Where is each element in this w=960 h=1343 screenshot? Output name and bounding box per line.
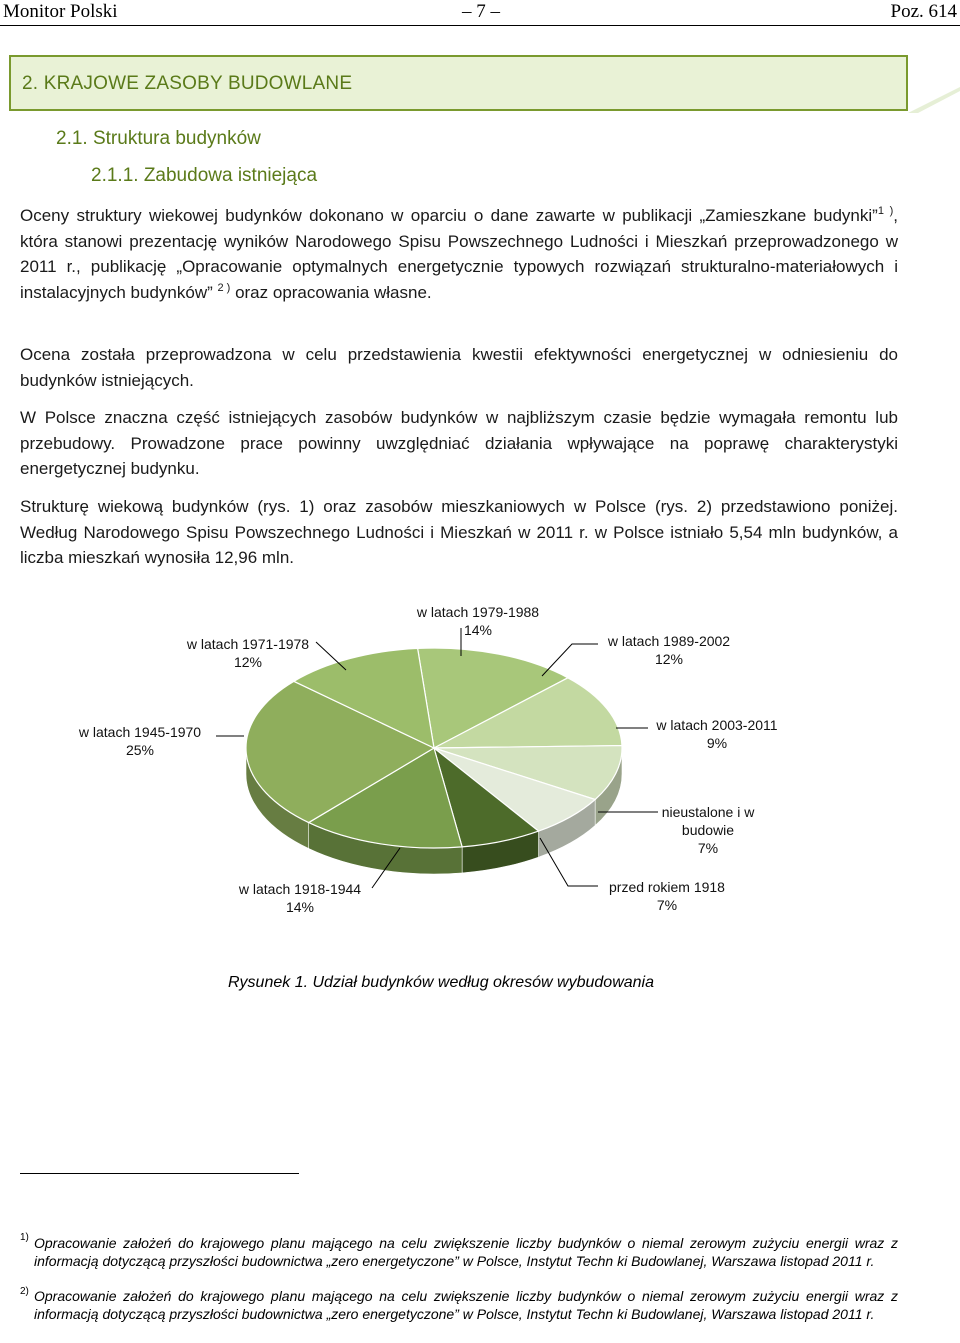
journal-name: Monitor Polski [3,1,118,22]
footnote-2: Opracowanie założeń do krajowego planu mającego na celu zwiększenie liczby budynków o niemal zerowym zużyciu energii wraz z informacją dotyczącą przyszłości budownictwa „zero energetyczone” w Polsce, Instytut Techn ki Budowlanej, Warszawa listopad 2011 r. [34,1288,898,1322]
label-1971-1978: w latach 1971-1978 12% [186,636,310,670]
footnote-ref-2: 2 ) [217,281,231,294]
paragraph-sources-part3: oraz opracowania własne. [230,282,432,302]
label-1945-1970: w latach 1945-1970 25% [78,724,202,758]
footnote-ref-1: 1 ) [877,205,894,217]
subsubsection-title: 2.1.1. Zabudowa istniejąca [91,165,318,186]
paragraph-assessment: Ocena została przeprowadzona w celu przedstawienia kwestii efektywności energetycznej w odniesieniu do budynków istniejących. [20,345,898,390]
footnote-1: Opracowanie założeń do krajowego planu mającego na celu zwiększenie liczby budynków o niemal zerowym zużyciu energii wraz z informacją dotyczącą przyszłości budownictwa „zero energetyczone” w Polsce, Instytut Techn ki Budowlanej, Warszawa listopad 2011 r. [34,1235,898,1269]
paragraph-structure: Strukturę wiekową budynków (rys. 1) oraz zasobów mieszkaniowych w Polsce (rys. 2) przedstawiono poniżej. Według Narodowego Spisu Powszechnego Ludności i Mieszkań w 2011 r. w Polsce istniało 5,54 mln budynków, a liczba mieszkań wynosiła 12,96 mln. [20,497,898,567]
paragraph-sources-part2: , która stanowi prezentację wyników Narodowego Spisu Powszechnego Ludności i Mieszkań przeprowadzonego w 2011 r., publikację „Opracowanie optymalnych energetycznie typowych rozwiązań strukturalno-materiałowych i instalacyjnych budynków” [20,206,898,302]
footnote-mark-2: 2) [20,1286,29,1297]
page-number: – 7 – [462,1,500,22]
chapter-title: 2. KRAJOWE ZASOBY BUDOWLANE [22,73,353,94]
paragraph-sources [20,203,898,305]
paragraph-sources-part1: Oceny struktury wiekowej budynków dokonano w oparciu o dane zawarte w publikacji „Zamieszkane budynki” [20,206,878,225]
label-1918-1944: w latach 1918-1944 14% [238,881,362,915]
label-1979-1988: w latach 1979-1988 14% [416,604,540,638]
header-rule [0,25,960,26]
chapter-banner [9,55,908,111]
banner-swoosh-decoration [908,85,960,115]
pie-chart [0,600,960,970]
label-nieustalone: nieustalone i w budowie 7% [661,804,755,856]
paragraph-renovation: W Polsce znaczna część istniejących zasobów budynków w najbliższym czasie będzie wymagała remontu lub przebudowy. Prowadzone prace powinny uwzględniać działania wpływające na poprawę charakterystyki energetycznej budynku. [20,408,898,478]
page-header [0,0,960,24]
subsection-title: 2.1. Struktura budynków [56,128,261,149]
label-2003-2011: w latach 2003-2011 9% [656,717,778,751]
position-number: Poz. 614 [890,1,957,22]
figure-caption: Rysunek 1. Udział budynków według okresów wybudowania [228,974,655,991]
label-przed-1918: przed rokiem 1918 7% [609,879,725,913]
footnote-mark-1: 1) [20,1232,29,1243]
footnote-rule [20,1173,299,1174]
label-1989-2002: w latach 1989-2002 12% [607,633,731,667]
